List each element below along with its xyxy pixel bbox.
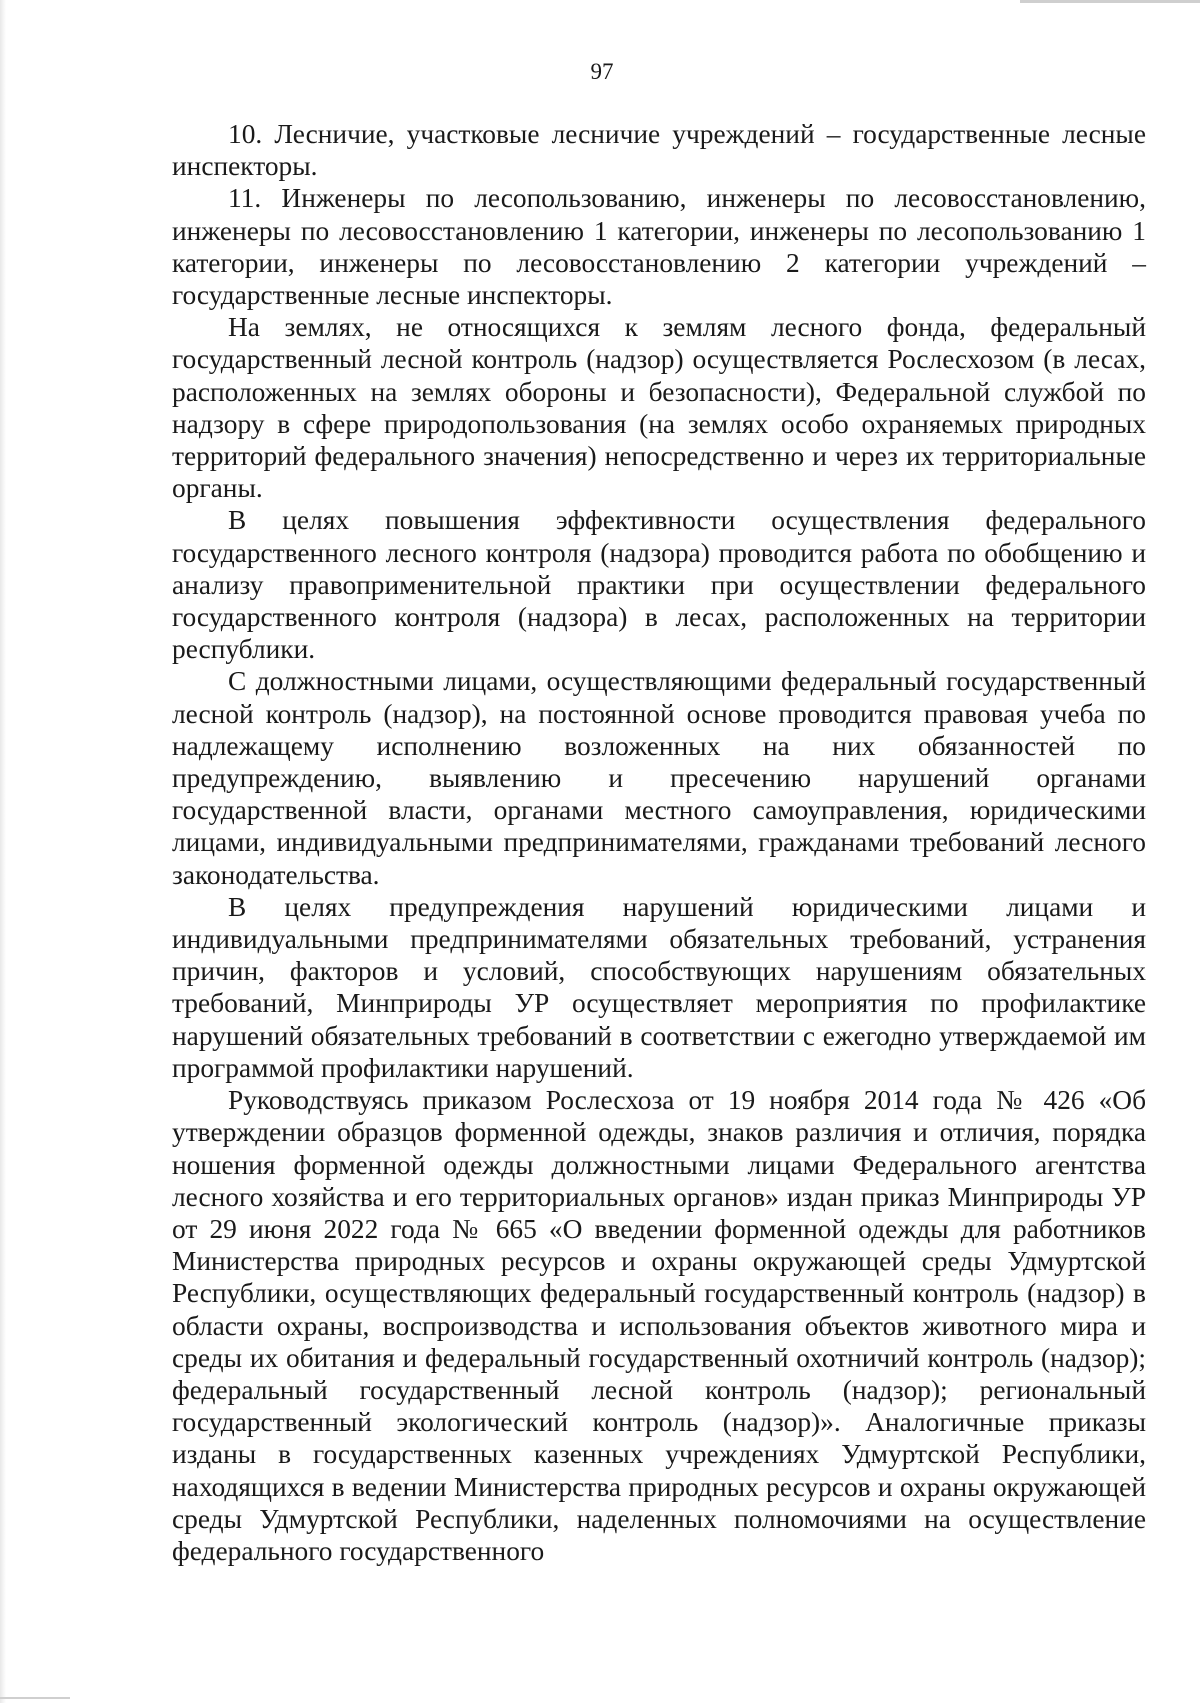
paragraph-uniform-order: Руководствуясь приказом Рослесхоза от 19 ноября 2014 года № 426 «Об утверждении образцов форменной одежды, знаков различия и отличия, порядка ношения форменной одежды должностными лицами Федерального агентства лесного хозяйства и его территориальных органов» издан приказ Минприроды УР от 29 июня 2022 года № 665 «О введении форменной одежды для работников Министерства природных ресурсов и охраны окружающей среды Удмуртской Республики, осуществляющих федеральный государственный контроль (надзор) в области охраны, воспроизводства и использования объектов животного мира и среды их обитания и федеральный государственный охотничий контроль (надзор); федеральный государственный лесной контроль (надзор); региональный государственный экологический контроль (надзор)». Аналогичные приказы изданы в государственных казенных учреждениях Удмуртской Республики, находящихся в ведении Министерства природных ресурсов и охраны окружающей среды Удмуртской Республики, наделенных полномочиями на осуществление федерального государственного	[172, 1085, 1146, 1566]
page-number: 97	[590, 59, 614, 84]
paragraph-practice-analysis: В целях повышения эффективности осуществления федерального государственного лесного контроля (надзора) проводится работа по обобщению и анализу правоприменительной практики при осуществлении федерального государственного контроля (надзора) в лесах, расположенных на территории республики.	[172, 505, 1146, 665]
paragraph-non-forest-lands: На землях, не относящихся к землям лесного фонда, федеральный государственный лесной контроль (надзор) осуществляется Рослесхозом (в лесах, расположенных на землях обороны и безопасности), Федеральной службой по надзору в сфере природопользования (на землях особо охраняемых природных территорий федерального значения) непосредственно и через их территориальные органы.	[172, 312, 1146, 504]
paragraph-prevention: В целях предупреждения нарушений юридическими лицами и индивидуальными предпринимателями обязательных требований, устранения причин, факторов и условий, способствующих нарушениям обязательных требований, Минприроды УР осуществляет мероприятия по профилактике нарушений обязательных требований в соответствии с ежегодно утверждаемой им программой профилактики нарушений.	[172, 891, 1146, 1083]
paragraph-legal-training: С должностными лицами, осуществляющими федеральный государственный лесной контроль (надзор), на постоянной основе проводится правовая учеба по надлежащему исполнению возложенных на них обязанностей по предупреждению, выявлению и пресечению нарушений органами государственной власти, органами местного самоуправления, юридическими лицами, индивидуальными предпринимателями, гражданами требований лесного законодательства.	[172, 666, 1146, 890]
document-body	[172, 118, 1146, 1567]
scan-edge	[0, 0, 6, 1703]
scan-mark-bottom	[0, 1697, 70, 1699]
paragraph-item-11: 11. Инженеры по лесопользованию, инженеры по лесовосстановлению, инженеры по лесовосстановлению 1 категории, инженеры по лесопользованию 1 категории, инженеры по лесовосстановлению 2 категории учреждений – государственные лесные инспекторы.	[172, 183, 1146, 311]
scan-mark-top	[1020, 0, 1200, 3]
paragraph-item-10: 10. Лесничие, участковые лесничие учреждений – государственные лесные инспекторы.	[172, 119, 1146, 182]
